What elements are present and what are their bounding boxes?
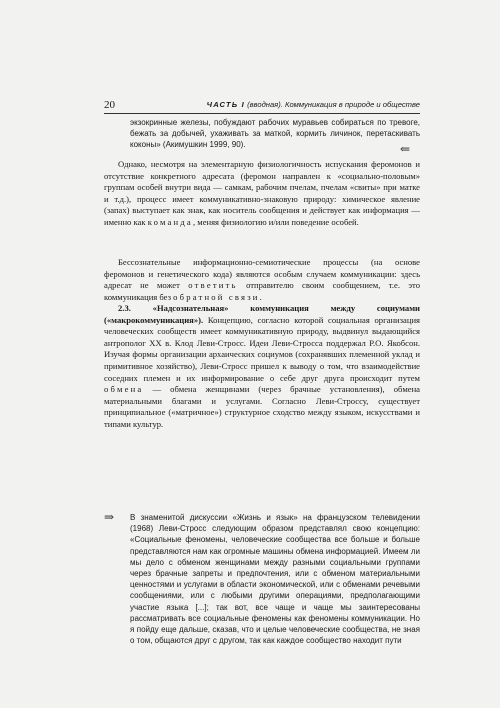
quote-top [130,117,420,151]
para2-text-c: . [259,291,262,302]
para2-spaced-2: обратной связи [173,291,260,302]
quote-top-text: экзокринные железы, побуждают рабочих муравьев собираться по тревоге, бежать за добычей, ухаживать за маткой, кормить личинок, перетаскивать коконы» (Акимушкин 1999, 90). [130,118,420,150]
paragraph-2 [104,257,420,303]
para2-spaced-1: ответить [188,280,238,291]
para1-tail: , меняя физиологию и/или поведение особей. [192,216,359,227]
section-2-3 [104,303,420,431]
page-number: 20 [104,99,115,111]
running-header [104,98,420,112]
quote-bottom [130,512,420,646]
part-title: (вводная). Коммуникация в природе и обществе [247,100,420,109]
para2-text-b: отправителю своим сообщением, т.е. это коммуникация без [104,280,420,302]
quote-bottom-text: В знаменитой дискуссии «Жизнь и язык» на французском телевидении (1968) Леви-Стросс следующим образом представлял свою концепцию: «Социальные феномены, человеческие сообщества все больше и больше представляются нам как огромные машины обмена информацией. Имеем ли мы дело с обменом женщинами между разными социальными группами через брачные запреты и предпочтения, или с обменом материальными ценностями и услугами в области экономической, или с обменами речевыми сообщениями, или с любыми другими операциями, предполагающими участие языка [...]; так вот, все чаще и чаще мы заинтересованы рассматривать все социальные феномены как феномены коммуникации. Но я пойду еще дальше, сказав, что и целые человеческие сообщества, не зная о том, общаются друг с другом, так как каждое сообщество находит пути [130,513,420,646]
section-text-b: — обмена женщинами (через брачные установления), обмена материальными благами и услугами. Согласно Леви-Строссу, существует принципиальное («матричное») структурное сходство между языком, искусствами и типами культур. [104,384,420,429]
paragraph-1 [104,159,420,229]
part-label: ЧАСТЬ I [206,100,245,109]
running-title [207,98,420,112]
section-heading: 2.3. «Надсознательная» коммуникация между социумами («макрокоммуникация»). [104,303,420,325]
arrow-right-icon: ⇒ [104,510,115,524]
para2-text-a: Бессознательные информационно-семиотические процессы (на основе феромонов и генетического кода) являются особым случаем коммуникации: здесь адресат не может [104,257,420,291]
section-spaced: обмена [104,384,144,395]
arrow-left-icon: ⇐ [400,142,411,156]
section-text-a: Концепцию, согласно которой социальная организация человеческих сообществ имеет коммуникативную природу, выдвинул выдающийся антрополог XX в. Клод Леви-Стросс. Идеи Леви-Стросса поддержал Р.О. Якобсон. Изучая формы организации архаических социумов (сохранявших племенной уклад и примитивное хозяйство), Леви-Стросс пришел к выводу о том, что взаимодействие соседних племен и их информирование о себе друг друга происходит путем [104,314,420,383]
para1-text: Однако, несмотря на элементарную физиологичность испускания феромонов и отсутствие конкретного адресата (феромон направлен к «социально-половым» группам особей внутри вида — самкам, рабочим пчелам, пчелам «свиты» при матке и т.д.), процесс имеет коммуникативно-знаковую природу: химическое явление (запах) выступает как знак, как носитель сообщения и действует как информация — именно как [104,159,420,227]
header-rule [104,113,420,114]
para1-spaced: команда [147,216,193,227]
